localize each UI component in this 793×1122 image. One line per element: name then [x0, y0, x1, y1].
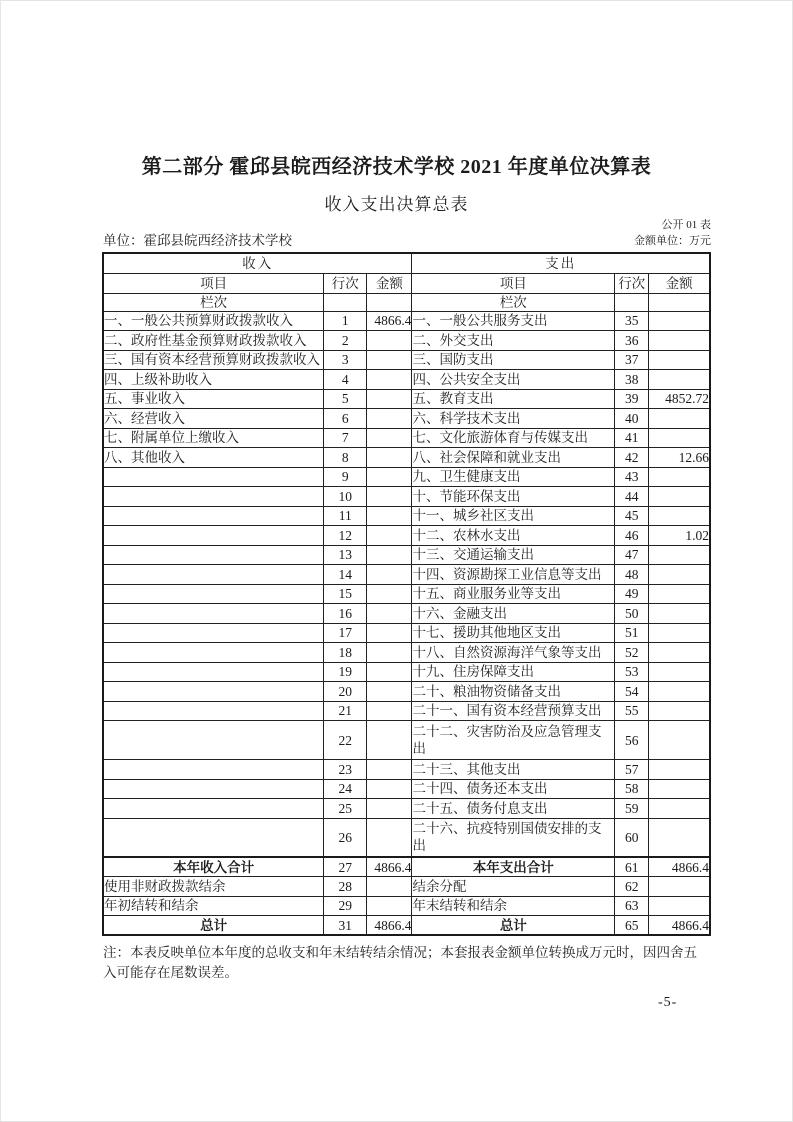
expense-rowno-cell: 40: [615, 409, 649, 429]
expense-rowno-cell: 51: [615, 623, 649, 643]
income-rowno-cell: 17: [324, 623, 367, 643]
table-row: [103, 721, 710, 760]
income-amount-cell: [367, 350, 412, 370]
empty-cell: [615, 293, 649, 311]
column-header-row: [103, 273, 710, 293]
expense-rowno-cell: 56: [615, 721, 649, 760]
income-item-cell: [103, 604, 324, 624]
expense-item-cell: 二十三、其他支出: [412, 760, 615, 780]
table-row: [103, 818, 710, 857]
expense-amount-column-header: 金额: [649, 273, 710, 293]
expense-amount-cell: 4866.4: [649, 916, 710, 936]
income-amount-cell: [367, 604, 412, 624]
income-rowno-cell: 31: [324, 916, 367, 936]
expense-rowno-cell: 48: [615, 565, 649, 585]
income-amount-cell: [367, 682, 412, 702]
expense-amount-cell: [649, 818, 710, 857]
expense-section-header: 支出: [412, 253, 710, 273]
income-rowno-cell: 10: [324, 487, 367, 507]
expense-item-cell: 二、外交支出: [412, 331, 615, 351]
table-row: [103, 857, 710, 877]
expense-item-cell: 十八、自然资源海洋气象等支出: [412, 643, 615, 663]
income-rowno-cell: 14: [324, 565, 367, 585]
income-amount-cell: [367, 779, 412, 799]
table-row: [103, 389, 710, 409]
income-rowno-cell: 5: [324, 389, 367, 409]
income-item-cell: 七、附属单位上缴收入: [103, 428, 324, 448]
income-rowno-cell: 23: [324, 760, 367, 780]
expense-amount-cell: [649, 487, 710, 507]
expense-amount-cell: [649, 779, 710, 799]
page-number: -5-: [658, 995, 678, 1010]
income-item-cell: [103, 565, 324, 585]
expense-item-cell: 二十四、债务还本支出: [412, 779, 615, 799]
expense-item-cell: 二十一、国有资本经营预算支出: [412, 701, 615, 721]
income-item-cell: [103, 721, 324, 760]
expense-rowno-cell: 61: [615, 857, 649, 877]
expense-amount-cell: 12.66: [649, 448, 710, 468]
empty-cell: [649, 293, 710, 311]
expense-item-cell: 二十、粮油物资储备支出: [412, 682, 615, 702]
income-amount-cell: [367, 643, 412, 663]
income-rowno-cell: 12: [324, 526, 367, 546]
income-rowno-cell: 29: [324, 896, 367, 916]
income-amount-cell: [367, 545, 412, 565]
expense-rowno-cell: 65: [615, 916, 649, 936]
expense-amount-cell: [649, 896, 710, 916]
income-rowno-cell: 16: [324, 604, 367, 624]
unit-name-label: 单位：霍邱县皖西经济技术学校: [103, 233, 292, 248]
income-item-cell: [103, 584, 324, 604]
income-amount-cell: 4866.4: [367, 857, 412, 877]
expense-item-cell: 九、卫生健康支出: [412, 467, 615, 487]
income-amount-cell: [367, 662, 412, 682]
expense-item-cell: 八、社会保障和就业支出: [412, 448, 615, 468]
expense-rowno-cell: 41: [615, 428, 649, 448]
expense-rowno-cell: 44: [615, 487, 649, 507]
expense-rowno-cell: 52: [615, 643, 649, 663]
expense-item-cell: 五、教育支出: [412, 389, 615, 409]
income-rowno-cell: 25: [324, 799, 367, 819]
income-item-cell: [103, 623, 324, 643]
form-code-label: 公开 01 表: [661, 219, 711, 231]
expense-item-cell: 十七、援助其他地区支出: [412, 623, 615, 643]
expense-item-cell: 十五、商业服务业等支出: [412, 584, 615, 604]
table-row: [103, 799, 710, 819]
income-lanci-cell: 栏次: [103, 293, 324, 311]
expense-amount-cell: [649, 409, 710, 429]
expense-amount-cell: [649, 799, 710, 819]
income-item-cell: 三、国有资本经营预算财政拨款收入: [103, 350, 324, 370]
income-amount-cell: [367, 623, 412, 643]
income-item-cell: 使用非财政拨款结余: [103, 877, 324, 897]
expense-item-cell: 十六、金融支出: [412, 604, 615, 624]
expense-rowno-cell: 59: [615, 799, 649, 819]
income-rowno-cell: 9: [324, 467, 367, 487]
income-item-cell: [103, 799, 324, 819]
expense-rowno-cell: 62: [615, 877, 649, 897]
expense-rowno-cell: 42: [615, 448, 649, 468]
income-item-cell: [103, 467, 324, 487]
table-row: [103, 896, 710, 916]
expense-rowno-cell: 57: [615, 760, 649, 780]
income-rowno-cell: 11: [324, 506, 367, 526]
income-item-cell: [103, 545, 324, 565]
income-amount-cell: [367, 896, 412, 916]
income-item-cell: 年初结转和结余: [103, 896, 324, 916]
income-rowno-cell: 8: [324, 448, 367, 468]
income-item-cell: [103, 487, 324, 507]
income-item-cell: [103, 818, 324, 857]
income-amount-cell: [367, 799, 412, 819]
income-rowno-cell: 28: [324, 877, 367, 897]
table-row: [103, 487, 710, 507]
income-amount-cell: [367, 487, 412, 507]
income-rowno-column-header: 行次: [324, 273, 367, 293]
expense-amount-cell: [649, 331, 710, 351]
income-amount-cell: [367, 428, 412, 448]
expense-item-cell: 十四、资源勘探工业信息等支出: [412, 565, 615, 585]
income-rowno-cell: 18: [324, 643, 367, 663]
income-item-cell: 六、经营收入: [103, 409, 324, 429]
expense-rowno-cell: 35: [615, 311, 649, 331]
income-rowno-cell: 19: [324, 662, 367, 682]
income-item-cell: 五、事业收入: [103, 389, 324, 409]
income-amount-cell: 4866.4: [367, 311, 412, 331]
income-item-column-header: 项目: [103, 273, 324, 293]
table-body: [103, 311, 710, 935]
expense-amount-cell: 4866.4: [649, 857, 710, 877]
expense-item-cell: 四、公共安全支出: [412, 370, 615, 390]
table-row: [103, 779, 710, 799]
expense-amount-cell: 1.02: [649, 526, 710, 546]
income-item-cell: 二、政府性基金预算财政拨款收入: [103, 331, 324, 351]
expense-item-cell: 十、节能环保支出: [412, 487, 615, 507]
expense-amount-cell: [649, 721, 710, 760]
income-amount-cell: [367, 584, 412, 604]
table-row: [103, 604, 710, 624]
income-item-cell: [103, 662, 324, 682]
expense-amount-cell: [649, 682, 710, 702]
income-amount-cell: [367, 877, 412, 897]
expense-rowno-cell: 54: [615, 682, 649, 702]
expense-rowno-cell: 49: [615, 584, 649, 604]
table-row: [103, 584, 710, 604]
income-rowno-cell: 20: [324, 682, 367, 702]
expense-lanci-cell: 栏次: [412, 293, 615, 311]
expense-amount-cell: [649, 623, 710, 643]
table-row: [103, 331, 710, 351]
expense-amount-cell: [649, 311, 710, 331]
income-item-cell: [103, 701, 324, 721]
income-item-cell: 总计: [103, 916, 324, 936]
expense-item-cell: 一、一般公共服务支出: [412, 311, 615, 331]
expense-item-cell: 总计: [412, 916, 615, 936]
income-item-cell: 八、其他收入: [103, 448, 324, 468]
expense-amount-cell: [649, 506, 710, 526]
expense-amount-cell: [649, 565, 710, 585]
expense-amount-cell: [649, 428, 710, 448]
expense-amount-cell: [649, 584, 710, 604]
expense-item-cell: 二十二、灾害防治及应急管理支出: [412, 721, 615, 760]
income-rowno-cell: 13: [324, 545, 367, 565]
income-item-cell: 四、上级补助收入: [103, 370, 324, 390]
expense-item-column-header: 项目: [412, 273, 615, 293]
expense-rowno-cell: 50: [615, 604, 649, 624]
table-row: [103, 428, 710, 448]
table-row: [103, 877, 710, 897]
expense-amount-cell: [649, 350, 710, 370]
table-row: [103, 760, 710, 780]
income-amount-cell: [367, 506, 412, 526]
expense-rowno-cell: 46: [615, 526, 649, 546]
expense-amount-cell: [649, 643, 710, 663]
income-rowno-cell: 15: [324, 584, 367, 604]
expense-item-cell: 二十六、抗疫特别国债安排的支出: [412, 818, 615, 857]
expense-item-cell: 十一、城乡社区支出: [412, 506, 615, 526]
income-item-cell: [103, 779, 324, 799]
table-row: [103, 370, 710, 390]
empty-cell: [367, 293, 412, 311]
income-amount-cell: [367, 370, 412, 390]
expense-amount-cell: [649, 760, 710, 780]
expense-rowno-cell: 43: [615, 467, 649, 487]
income-item-cell: [103, 506, 324, 526]
table-row: [103, 662, 710, 682]
income-item-cell: 一、一般公共预算财政拨款收入: [103, 311, 324, 331]
expense-rowno-cell: 45: [615, 506, 649, 526]
income-rowno-cell: 27: [324, 857, 367, 877]
expense-amount-cell: [649, 545, 710, 565]
expense-rowno-cell: 53: [615, 662, 649, 682]
income-amount-cell: [367, 467, 412, 487]
expense-rowno-cell: 55: [615, 701, 649, 721]
income-amount-cell: [367, 331, 412, 351]
income-expense-table: [102, 252, 711, 936]
income-amount-cell: [367, 409, 412, 429]
expense-amount-cell: [649, 662, 710, 682]
income-amount-column-header: 金额: [367, 273, 412, 293]
table-title: 收入支出决算总表: [324, 195, 469, 214]
income-rowno-cell: 24: [324, 779, 367, 799]
expense-item-cell: 二十五、债务付息支出: [412, 799, 615, 819]
income-item-cell: [103, 682, 324, 702]
income-amount-cell: [367, 701, 412, 721]
expense-item-cell: 十九、住房保障支出: [412, 662, 615, 682]
expense-item-cell: 十三、交通运输支出: [412, 545, 615, 565]
expense-amount-cell: [649, 370, 710, 390]
income-section-header: 收入: [103, 253, 412, 273]
income-rowno-cell: 3: [324, 350, 367, 370]
expense-item-cell: 三、国防支出: [412, 350, 615, 370]
table-row: [103, 916, 710, 936]
expense-item-cell: 年末结转和结余: [412, 896, 615, 916]
expense-rowno-cell: 39: [615, 389, 649, 409]
page-title: 第二部分 霍邱县皖西经济技术学校 2021 年度单位决算表: [141, 156, 652, 178]
table-row: [103, 448, 710, 468]
expense-amount-cell: [649, 701, 710, 721]
table-row: [103, 565, 710, 585]
income-item-cell: [103, 526, 324, 546]
expense-rowno-cell: 36: [615, 331, 649, 351]
income-amount-cell: [367, 389, 412, 409]
table-row: [103, 643, 710, 663]
income-rowno-cell: 6: [324, 409, 367, 429]
income-amount-cell: [367, 565, 412, 585]
expense-item-cell: 本年支出合计: [412, 857, 615, 877]
income-amount-cell: [367, 721, 412, 760]
income-rowno-cell: 22: [324, 721, 367, 760]
income-rowno-cell: 4: [324, 370, 367, 390]
expense-amount-cell: [649, 604, 710, 624]
expense-rowno-column-header: 行次: [615, 273, 649, 293]
income-rowno-cell: 7: [324, 428, 367, 448]
income-item-cell: [103, 760, 324, 780]
income-rowno-cell: 26: [324, 818, 367, 857]
income-rowno-cell: 1: [324, 311, 367, 331]
empty-cell: [324, 293, 367, 311]
amount-unit-label: 金额单位：万元: [634, 235, 711, 247]
expense-amount-cell: [649, 877, 710, 897]
income-amount-cell: 4866.4: [367, 916, 412, 936]
table-row: [103, 701, 710, 721]
table-row: [103, 545, 710, 565]
table-row: [103, 311, 710, 331]
expense-rowno-cell: 38: [615, 370, 649, 390]
income-rowno-cell: 21: [324, 701, 367, 721]
expense-amount-cell: [649, 467, 710, 487]
expense-item-cell: 六、科学技术支出: [412, 409, 615, 429]
income-item-cell: [103, 643, 324, 663]
table-row: [103, 350, 710, 370]
income-amount-cell: [367, 448, 412, 468]
expense-rowno-cell: 60: [615, 818, 649, 857]
expense-item-cell: 十二、农林水支出: [412, 526, 615, 546]
section-header-row: [103, 253, 710, 273]
expense-rowno-cell: 58: [615, 779, 649, 799]
table-row: [103, 409, 710, 429]
table-row: [103, 623, 710, 643]
table-row: [103, 467, 710, 487]
table-row: [103, 526, 710, 546]
table-row: [103, 506, 710, 526]
expense-rowno-cell: 47: [615, 545, 649, 565]
expense-rowno-cell: 37: [615, 350, 649, 370]
income-rowno-cell: 2: [324, 331, 367, 351]
expense-item-cell: 结余分配: [412, 877, 615, 897]
income-item-cell: 本年收入合计: [103, 857, 324, 877]
expense-rowno-cell: 63: [615, 896, 649, 916]
expense-amount-cell: 4852.72: [649, 389, 710, 409]
lanci-row: [103, 293, 710, 311]
income-amount-cell: [367, 526, 412, 546]
footnote: 注：本表反映单位本年度的总收支和年末结转结余情况；本套报表金额单位转换成万元时，因四舍五入可能存在尾数误差。: [103, 945, 697, 980]
expense-item-cell: 七、文化旅游体育与传媒支出: [412, 428, 615, 448]
income-amount-cell: [367, 760, 412, 780]
table-row: [103, 682, 710, 702]
income-amount-cell: [367, 818, 412, 857]
